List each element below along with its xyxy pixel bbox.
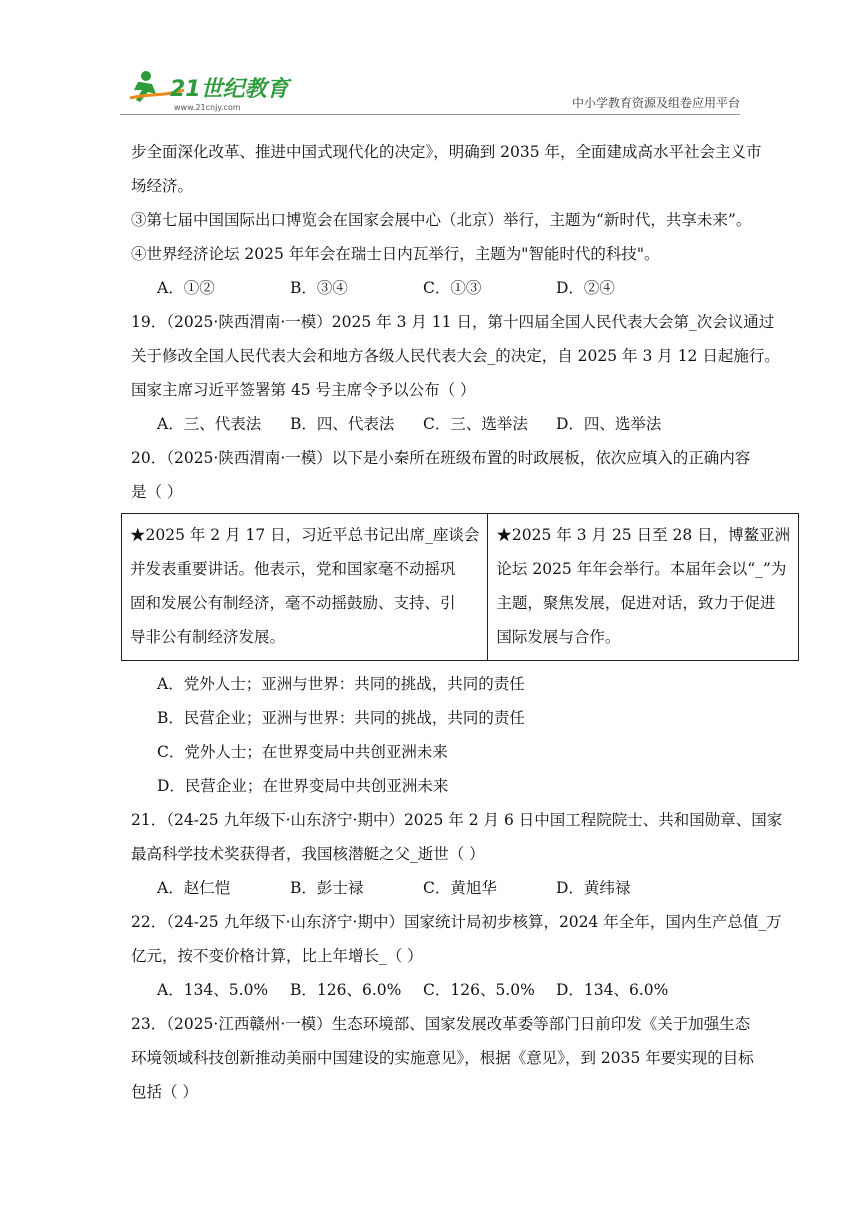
board-line: ★2025 年 2 月 17 日，习近平总书记出席_座谈会: [130, 526, 480, 544]
choice-b[interactable]: B．四、代表法: [290, 415, 395, 433]
text-line: ④世界经济论坛 2025 年年会在瑞士日内瓦举行，主题为"智能时代的科技"。: [131, 245, 660, 263]
choice-a[interactable]: A．134、5.0%: [157, 981, 269, 999]
choice-b[interactable]: B．彭士禄: [290, 879, 364, 897]
choice-a[interactable]: A．三、代表法: [157, 415, 262, 433]
question-19: [131, 305, 780, 441]
question-stem-line: 22．（24-25 九年级下·山东济宁·期中）国家统计局初步核算，2024 年全年，国内生产总值_万: [131, 913, 782, 931]
board-line: 固和发展公有制经济，毫不动摇鼓励、支持、引: [130, 594, 456, 612]
question-22: [131, 905, 782, 1007]
question-stem-line: 环境领域科技创新推动美丽中国建设的实施意见》，根据《意见》，到 2035 年要实现的目标: [131, 1049, 754, 1067]
answer-choices: [131, 407, 731, 441]
choice-c[interactable]: C．①③: [423, 279, 482, 297]
answer-choices: [131, 667, 731, 803]
question-document: [130, 135, 791, 1109]
text-line: 场经济。: [131, 177, 194, 195]
answer-choices: [131, 271, 731, 305]
board-line: 主题，聚焦发展，促进对话，致力于促进: [496, 594, 776, 612]
choice-c[interactable]: C．126、5.0%: [423, 981, 535, 999]
board-line: 国际发展与合作。: [496, 628, 621, 646]
question-stem-line: 20．（2025·陕西渭南·一模）以下是小秦所在班级布置的时政展板，依次应填入的正确内容: [131, 449, 751, 467]
choice-d[interactable]: D．②④: [556, 279, 615, 297]
board-cell-left: [122, 514, 488, 661]
board-line: ★2025 年 3 月 25 日至 28 日，博鳌亚洲: [496, 526, 791, 544]
header-divider: [120, 114, 740, 115]
text-line: 步全面深化改革、推进中国式现代化的决定》，明确到 2035 年，全面建成高水平社会主义市: [131, 143, 762, 161]
answer-choices: [131, 871, 731, 905]
choice-b[interactable]: B．③④: [290, 279, 348, 297]
logo-text: 21世纪教育: [170, 77, 289, 102]
board-cell-right: [488, 514, 799, 661]
logo-url: www.21cnjy.com: [174, 103, 241, 112]
choice-a[interactable]: A．赵仁恺: [157, 879, 231, 897]
choice-d[interactable]: D．四、选举法: [556, 415, 662, 433]
question-stem-line: 关于修改全国人民代表大会和地方各级人民代表大会_的决定，自 2025 年 3 月 12 日起施行。: [131, 347, 780, 365]
choice-a[interactable]: A．党外人士；亚洲与世界：共同的挑战，共同的责任: [157, 675, 525, 693]
question-stem-line: 是（ ）: [131, 483, 183, 501]
question-stem-line: 最高科学技术奖获得者，我国核潜艇之父_逝世（ ）: [131, 845, 485, 863]
text-line: ③第七届中国国际出口博览会在国家会展中心（北京）举行，主题为“新时代，共享未来”。: [131, 211, 752, 229]
answer-choices: [131, 973, 731, 1007]
choice-b[interactable]: B．126、6.0%: [290, 981, 402, 999]
choice-c[interactable]: C．黄旭华: [423, 879, 497, 897]
platform-title: 中小学教育资源及组卷应用平台: [571, 96, 740, 110]
choice-d[interactable]: D．黄纬禄: [556, 879, 631, 897]
question-stem-line: 国家主席习近平签署第 45 号主席令予以公布（ ）: [131, 381, 476, 399]
choice-a[interactable]: A．①②: [157, 279, 215, 297]
question-stem-line: 亿元，按不变价格计算，比上年增长_（ ）: [131, 947, 423, 965]
choice-d[interactable]: D．134、6.0%: [556, 981, 669, 999]
board-line: 并发表重要讲话。他表示，党和国家毫不动摇巩: [130, 560, 456, 578]
question-stem-line: 23．（2025·江西赣州·一模）生态环境部、国家发展改革委等部门日前印发《关于加强生态: [131, 1015, 751, 1033]
question-stem-line: 19．（2025·陕西渭南·一模）2025 年 3 月 11 日，第十四届全国人民代表大会第_次会议通过: [131, 313, 775, 331]
board-line: 论坛 2025 年年会举行。本届年会以“_”为: [496, 560, 787, 578]
question-20: [130, 441, 791, 803]
choice-c[interactable]: C．党外人士；在世界变局中共创亚洲未来: [157, 743, 448, 761]
news-board-table: [121, 513, 799, 661]
board-line: 导非公有制经济发展。: [130, 628, 286, 646]
question-21: [131, 803, 783, 905]
logo-21cnjy: [126, 68, 296, 114]
choice-b[interactable]: B．民营企业；亚洲与世界：共同的挑战，共同的责任: [157, 709, 525, 727]
question-stem-line: 包括（ ）: [131, 1083, 198, 1101]
choice-d[interactable]: D．民营企业；在世界变局中共创亚洲未来: [157, 777, 449, 795]
question-stem-line: 21．（24-25 九年级下·山东济宁·期中）2025 年 2 月 6 日中国工程院院士、共和国勋章、国家: [131, 811, 783, 829]
page-header: [120, 62, 740, 122]
choice-c[interactable]: C．三、选举法: [423, 415, 528, 433]
question-23: [131, 1007, 754, 1109]
question-18-continuation: [131, 135, 762, 305]
